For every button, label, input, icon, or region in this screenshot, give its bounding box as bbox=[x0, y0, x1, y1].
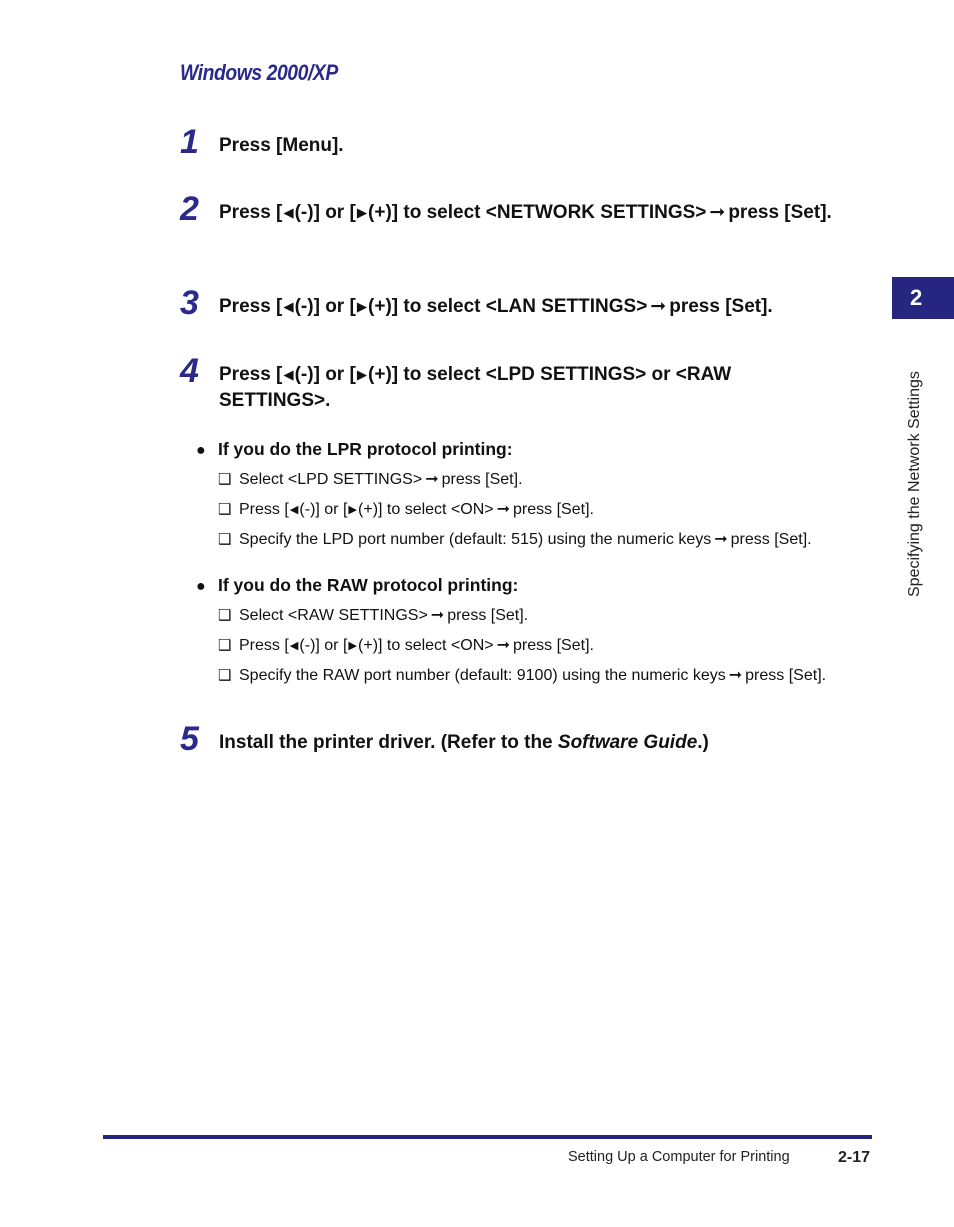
step-4 bbox=[180, 352, 800, 414]
heading-text: If you do the RAW protocol printing: bbox=[218, 575, 519, 595]
software-guide-title: Software Guide bbox=[557, 732, 698, 753]
text-fragment: Specify the LPD port number (default: 515) using the numeric keys bbox=[239, 531, 712, 548]
arrow-right-icon: ➞ bbox=[714, 531, 728, 548]
footer-chapter-title: Setting Up a Computer for Printing bbox=[568, 1149, 790, 1165]
list-item bbox=[218, 495, 876, 525]
text-fragment: (+)] to select <NETWORK SETTINGS> bbox=[368, 202, 707, 223]
step-text: Press [Menu]. bbox=[219, 135, 344, 156]
left-triangle-icon: ◀ bbox=[289, 640, 299, 652]
arrow-right-icon: ➞ bbox=[728, 667, 743, 684]
list-item bbox=[218, 631, 876, 661]
step-3 bbox=[180, 284, 880, 322]
right-triangle-icon: ▶ bbox=[356, 205, 368, 220]
text-fragment: press [Set]. bbox=[513, 501, 594, 518]
list-item bbox=[218, 601, 876, 631]
right-triangle-icon: ▶ bbox=[356, 299, 368, 314]
right-triangle-icon: ▶ bbox=[348, 640, 358, 652]
text-fragment: (+)] to select <LAN SETTINGS> bbox=[368, 296, 648, 317]
step-number: 1 bbox=[180, 123, 199, 161]
bullet-icon: ● bbox=[196, 442, 206, 459]
step-1 bbox=[180, 123, 860, 161]
text-fragment: Press [ bbox=[239, 637, 289, 654]
text-fragment: Press [ bbox=[219, 364, 283, 385]
list-item bbox=[218, 661, 876, 691]
text-fragment: (-)] or [ bbox=[294, 364, 356, 385]
text-fragment: press [Set]. bbox=[441, 471, 523, 488]
chapter-tab: 2 bbox=[892, 277, 954, 319]
left-triangle-icon: ◀ bbox=[283, 299, 294, 314]
step-number: 4 bbox=[180, 352, 199, 390]
section-title: Windows 2000/XP bbox=[180, 60, 338, 85]
text-fragment: (+)] to select <ON> bbox=[358, 637, 494, 654]
step-number: 5 bbox=[180, 720, 199, 758]
left-triangle-icon: ◀ bbox=[283, 367, 294, 382]
arrow-right-icon: ➞ bbox=[425, 471, 439, 488]
bullet-icon: ● bbox=[196, 578, 206, 595]
text-fragment: .) bbox=[697, 732, 709, 753]
text-fragment: Specify the RAW port number (default: 9100) using the numeric keys bbox=[239, 667, 726, 684]
step-number: 2 bbox=[180, 190, 199, 228]
step-5 bbox=[180, 720, 860, 758]
text-fragment: (-)] or [ bbox=[299, 501, 348, 518]
raw-heading bbox=[196, 573, 876, 597]
text-fragment: Press [ bbox=[239, 501, 289, 518]
left-triangle-icon: ◀ bbox=[283, 205, 294, 220]
checkbox-icon: ❑ bbox=[218, 667, 232, 684]
right-triangle-icon: ▶ bbox=[348, 504, 358, 516]
text-fragment: Select <LPD SETTINGS> bbox=[239, 471, 423, 488]
text-fragment: Press [ bbox=[219, 296, 283, 317]
heading-text: If you do the LPR protocol printing: bbox=[218, 439, 513, 459]
page-number: 2-17 bbox=[838, 1149, 871, 1166]
text-fragment: (-)] or [ bbox=[294, 202, 356, 223]
lpr-subsection bbox=[196, 437, 876, 555]
chapter-side-label: Specifying the Network Settings bbox=[906, 371, 923, 597]
list-item bbox=[218, 525, 876, 555]
text-fragment: Install the printer driver. (Refer to the bbox=[219, 732, 558, 753]
checkbox-icon: ❑ bbox=[218, 531, 232, 548]
step-text bbox=[219, 294, 880, 320]
text-fragment: (+)] to select <ON> bbox=[358, 501, 494, 518]
step-text bbox=[219, 730, 860, 756]
left-triangle-icon: ◀ bbox=[289, 504, 299, 516]
text-fragment: (+)] to select <LPD SETTINGS> or <RAW SETTINGS>. bbox=[219, 364, 732, 411]
footer-rule bbox=[103, 1135, 872, 1139]
arrow-right-icon: ➞ bbox=[430, 607, 445, 624]
step-2 bbox=[180, 190, 860, 228]
text-fragment: (-)] or [ bbox=[299, 637, 348, 654]
text-fragment: press [Set]. bbox=[728, 202, 832, 223]
arrow-right-icon: ➞ bbox=[496, 637, 511, 654]
arrow-right-icon: ➞ bbox=[650, 296, 667, 317]
text-fragment: press [Set]. bbox=[745, 667, 827, 684]
step-text bbox=[219, 362, 800, 414]
text-fragment: press [Set]. bbox=[669, 296, 773, 317]
text-fragment: press [Set]. bbox=[447, 607, 529, 624]
checkbox-icon: ❑ bbox=[218, 607, 232, 624]
raw-subsection bbox=[196, 573, 876, 691]
step-text bbox=[219, 200, 860, 226]
text-fragment: press [Set]. bbox=[513, 637, 594, 654]
lpr-heading bbox=[196, 437, 876, 461]
list-item bbox=[218, 465, 876, 495]
text-fragment: Select <RAW SETTINGS> bbox=[239, 607, 428, 624]
text-fragment: press [Set]. bbox=[730, 531, 812, 548]
arrow-right-icon: ➞ bbox=[496, 501, 511, 518]
checkbox-icon: ❑ bbox=[218, 501, 232, 518]
checkbox-icon: ❑ bbox=[218, 471, 232, 488]
right-triangle-icon: ▶ bbox=[356, 367, 368, 382]
text-fragment: Press [ bbox=[219, 202, 283, 223]
text-fragment: (-)] or [ bbox=[294, 296, 356, 317]
arrow-right-icon: ➞ bbox=[709, 202, 726, 223]
checkbox-icon: ❑ bbox=[218, 637, 232, 654]
step-number: 3 bbox=[180, 284, 199, 322]
